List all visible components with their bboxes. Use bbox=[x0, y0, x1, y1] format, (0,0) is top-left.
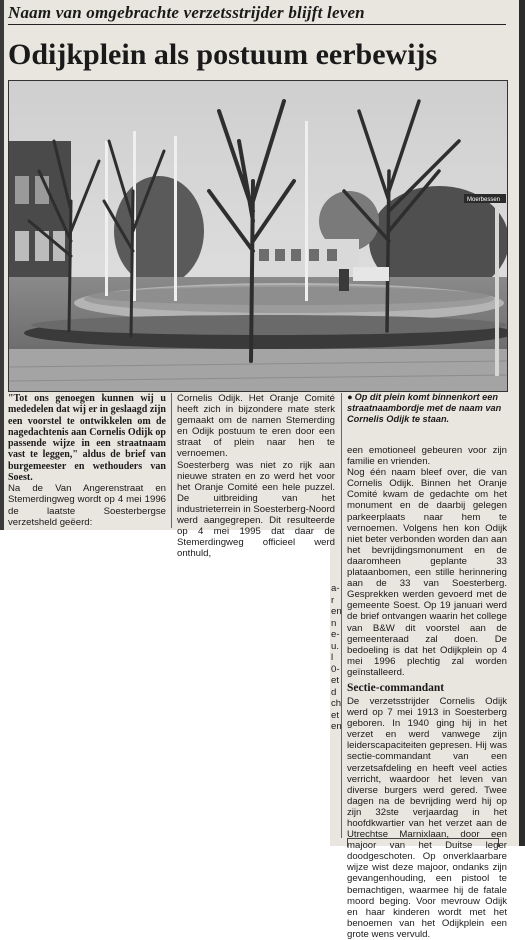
scan-edge-left bbox=[0, 0, 4, 530]
article-headline: Odijkplein als postuum eerbewijs bbox=[8, 38, 438, 71]
fragment-line: et bbox=[331, 709, 340, 721]
fragment-line: r bbox=[331, 594, 335, 606]
scan-edge-right bbox=[519, 0, 525, 846]
fragment-line: n bbox=[331, 617, 337, 629]
article-kicker: Naam van omgebrachte verzetsstrijder blijft leven bbox=[8, 3, 365, 22]
fragment-line: 0- bbox=[331, 663, 340, 675]
cut-column-fragments bbox=[331, 583, 343, 733]
fragment-line: e- bbox=[331, 629, 340, 640]
fragment-line: en bbox=[331, 606, 342, 617]
article-paragraph: Na de Van Angerenstraat en Stemerdingweg wordt op 4 mei 1996 de laatste Soesterbergse verzetsheld geëerd: bbox=[8, 483, 166, 528]
fragment-line: l bbox=[331, 652, 334, 663]
article-paragraph: een emotioneel gebeuren voor zijn familie en vrienden. bbox=[347, 445, 507, 468]
article-column-3 bbox=[347, 445, 507, 940]
fragment-line: d bbox=[331, 686, 337, 698]
fragment-line: en bbox=[331, 721, 342, 732]
fragment-line: a- bbox=[331, 583, 340, 594]
kicker-rule bbox=[8, 24, 506, 25]
article-lead-tail: aldus de brief van burgemeester en wethouders van Soest. bbox=[8, 449, 166, 484]
article-paragraph: Cornelis Odijk. Het Oranje Comité heeft zich in bijzondere mate sterk gemaakt om de namen Stemerding en Odijk postuum te eren door een straat of plein naar hen te vernoemen. bbox=[177, 393, 335, 460]
article-paragraph: De verzetsstrijder Cornelis Odijk werd op 7 mei 1913 in Soesterberg geboren. In 1940 ging hij in het verzet en werd vanwege zijn leiderscapaciteiten gepresen. Hij was sectie-commandant van een verzetsafdeling en heeft veel acties verricht, waardoor het leven van diverse burgers werd gered. Twee dagen na de bevrijding werd hij op zijn 32ste verjaardag in het hoofdkwartier van het verzet aan de Utrechtse Marnixlaan, door een majoor van het Duitse leger doodgeschoten. Op onverklaarbare wijze wist deze majoor, ondanks zijn gevangenhouding, een pistool te bemachtigen, waarmee hij de fatale moord beging. Voor mevrouw Odijk en haar kinderen wordt met het benoemen van het Odijkplein een grote wens vervuld. bbox=[347, 695, 507, 940]
caption-bullet-icon: ● bbox=[347, 392, 353, 402]
fragment-line: et bbox=[331, 675, 340, 686]
article-paragraph: Nog één naam bleef over, die van Cornelis Odijk. Binnen het Oranje Comité kwam de gedachte om het monument en de daarbij gelegen parkeerplaats naar hem te vernoemen. Volgens hen kon Odijk niet beter verbonden worden dan aan het bevrijdingsmonument en de daaromheen geplante 33 plataanbomen, een stille herinnering aan de 33 van Soesterberg. Gesprekken werden gevoerd met de gemeente Soest. Op 19 januari werd de brief ontvangen waarin het college van B&W dit voorstel aan de gemeenteraad zal doen. De bedoeling is dat het Odijkplein op 4 mei 1996 plechtig zal worden geïnstalleerd. bbox=[347, 467, 507, 678]
article-column-2 bbox=[177, 393, 335, 559]
column-divider bbox=[171, 393, 172, 528]
photo-caption bbox=[347, 392, 507, 425]
article-lead: "Tot ons genoegen kunnen wij u mededelen dat wij er in geslaagd zijn een voorstel te ontwikkelen om de nagedachtenis aan Cornelis Odijk op passende wijze in een straatnaam vast te leggen," bbox=[8, 393, 166, 461]
section-subhead: Sectie-commandant bbox=[347, 681, 445, 694]
photo-caption-text: Op dit plein komt binnenkort een straatnaambordje met de naam van Cornelis Odijk te staan. bbox=[347, 392, 502, 424]
fragment-line: ch bbox=[331, 698, 342, 709]
square-photo-illustration bbox=[9, 81, 507, 391]
article-column-1 bbox=[8, 393, 166, 528]
street-sign-text: Moerbessen bbox=[467, 197, 501, 203]
fragment-line: u. bbox=[331, 640, 340, 652]
article-photo bbox=[8, 80, 508, 392]
article-paragraph: Soesterberg was niet zo rijk aan nieuwe straten en zo werd het voor het Oranje Comité een hele puzzel. De uitbreiding van het industrieterrein in Soesterberg-Noord werd aangegrepen. Dit resulteerde op 4 mei 1995 dat daar de Stemerdingweg officieel werd onthuld, bbox=[177, 459, 335, 560]
